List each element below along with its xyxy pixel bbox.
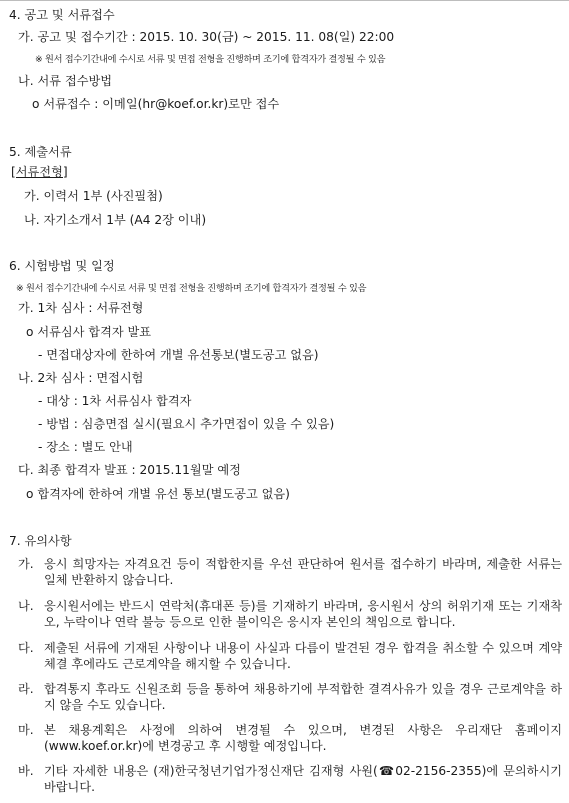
notice-label: 가.: [18, 557, 34, 571]
section-4-period: 가. 공고 및 접수기간 : 2015. 10. 30(금) ~ 2015. 11. 08(일) 22:00: [18, 30, 395, 44]
section-6-first-stage-detail: - 면접대상자에 한하여 개별 유선통보(별도공고 없음): [38, 348, 319, 362]
section-4-note: ※ 원서 접수기간내에 수시로 서류 및 면접 전형을 진행하며 조기에 합격자가 결정될 수 있음: [35, 54, 386, 65]
notice-text: 본 채용계획은 사정에 의하여 변경될 수 있으며, 변경된 사항은 우리재단 홈페이지(www.koef.or.kr)에 변경공고 후 시행할 예정입니다.: [44, 723, 562, 753]
section-5-subheading: [서류전형]: [11, 165, 68, 179]
section-7-heading: 7. 유의사항: [9, 534, 72, 548]
section-6-second-stage: 나. 2차 심사 : 면접시험: [18, 371, 144, 385]
notice-label: 다.: [18, 641, 34, 655]
section-6-final-notify: o 합격자에 한하여 개별 유선 통보(별도공고 없음): [26, 487, 290, 501]
section-6-heading: 6. 시험방법 및 일정: [9, 259, 115, 273]
notice-label: 나.: [18, 599, 34, 613]
notice-label: 바.: [18, 764, 34, 778]
section-6-note: ※ 원서 접수기간내에 수시로 서류 및 면접 전형을 진행하며 조기에 합격자가 결정될 수 있음: [16, 283, 367, 294]
section-4-heading: 4. 공고 및 서류접수: [9, 8, 115, 22]
section-6-second-stage-method: - 방법 : 심층면접 실시(필요시 추가면접이 있을 수 있음): [38, 417, 335, 431]
section-5-resume: 가. 이력서 1부 (사진필첨): [24, 189, 163, 203]
notice-text: 제출된 서류에 기재된 사항이나 내용이 사실과 다름이 발견된 경우 합격을 취소할 수 있으며 계약체결 후에라도 근로계약을 해지할 수 있습니다.: [44, 641, 562, 671]
page-top-border: [0, 0, 569, 1]
notice-text: 합격통지 후라도 신원조회 등을 통하여 채용하기에 부적합한 결격사유가 있을 경우 근로계약을 하지 않을 수도 있습니다.: [44, 682, 562, 712]
section-4-method: 나. 서류 접수방법: [18, 74, 113, 88]
notice-label: 라.: [18, 682, 34, 696]
section-4-email: o 서류접수 : 이메일(hr@koef.or.kr)로만 접수: [32, 97, 280, 111]
notice-text: 응시원서에는 반드시 연락처(휴대폰 등)를 기재하기 바라며, 응시원서 상의 허위기재 또는 기재착오, 누락이나 연락 불능 등으로 인한 불이익은 응시자 본인의 책임으로 합니다.: [44, 599, 562, 629]
section-6-first-stage: 가. 1차 심사 : 서류전형: [18, 301, 144, 315]
notice-text: 기타 자세한 내용은 (재)한국청년기업가정신재단 김재형 사원(☎02-2156-2355)에 문의하시기 바랍니다.: [44, 764, 562, 794]
section-6-final-announce: 다. 최종 합격자 발표 : 2015.11월말 예정: [18, 463, 241, 477]
section-5-heading: 5. 제출서류: [9, 145, 72, 159]
section-6-second-stage-target: - 대상 : 1차 서류심사 합격자: [38, 394, 192, 408]
notice-text: 응시 희망자는 자격요건 등이 적합한지를 우선 판단하여 원서를 접수하기 바라며, 제출한 서류는 일체 반환하지 않습니다.: [44, 557, 562, 587]
section-5-cover-letter: 나. 자기소개서 1부 (A4 2장 이내): [24, 213, 207, 227]
section-6-first-stage-announce: o 서류심사 합격자 발표: [26, 325, 152, 339]
section-6-second-stage-place: - 장소 : 별도 안내: [38, 440, 133, 454]
notice-label: 마.: [18, 723, 34, 737]
